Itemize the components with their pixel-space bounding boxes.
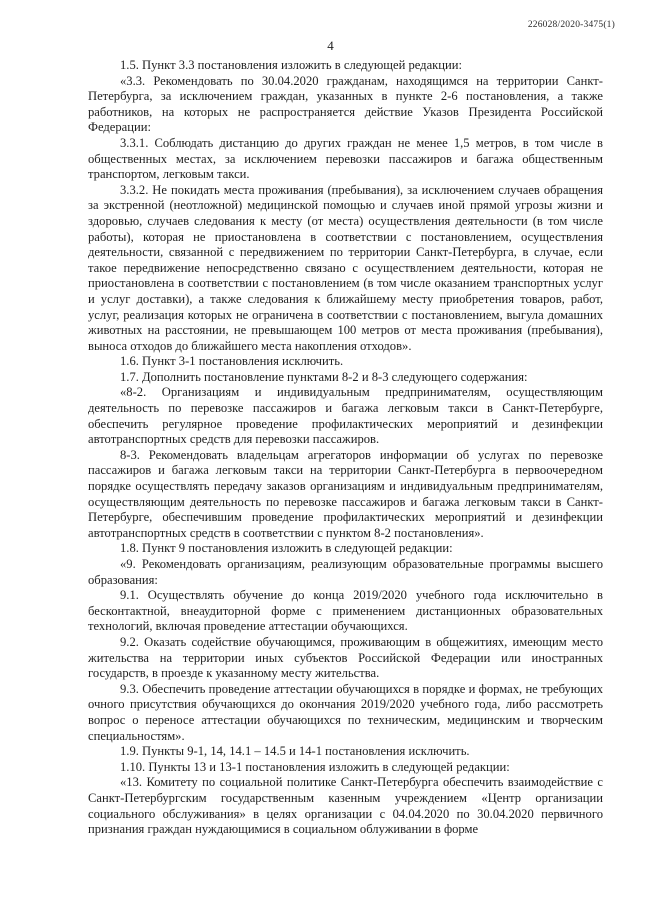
paragraph: 1.9. Пункты 9-1, 14, 14.1 – 14.5 и 14-1 постановления исключить.: [120, 744, 470, 759]
paragraph: 3.3.2. Не покидать места проживания (пребывания), за исключением случаев обращения за экстренной (неотложной) медицинской помощью и случаев иной прямой угрозы жизни и здоровью, случаев следования к месту (от места) осуществления деятельности (в том числе работы), которая не приостановлена в соответствии с постановлением, осуществления деятельности, связанной с передвижением по территории Санкт-Петербурга, в случае, если такое передвижение непосредственно связано с осуществлением деятельности, которая не приостановлена в соответствии с постановлением (в том числе оказанием транспортных услуг и услуг доставки), а также следования к ближайшему месту приобретения товаров, работ, услуг, реализация которых не ограничена в соответствии с постановлением, выгула домашних животных на расстоянии, не превышающем 100 метров от места проживания (пребывания), выноса отходов до ближайшего места накопления отходов».: [88, 182, 603, 353]
paragraph: «3.3. Рекомендовать по 30.04.2020 гражданам, находящимся на территории Санкт-Петербурга, за исключением граждан, указанных в пункте 2-6 постановления, а также работников, на которых не распространяется действие Указов Президента Российской Федерации:: [88, 73, 603, 135]
paragraph: 1.7. Дополнить постановление пунктами 8-2 и 8-3 следующего содержания:: [120, 369, 528, 384]
paragraph: «8-2. Организациям и индивидуальным предпринимателям, осуществляющим деятельность по перевозке пассажиров и багажа легковым такси в Санкт-Петербурге, обеспечить регулярное проведение профилактических мероприятий и дезинфекции автотранспортных средств для перевозки пассажиров.: [88, 385, 603, 447]
document-id: 226028/2020-3475(1): [527, 20, 615, 30]
paragraph: 1.6. Пункт 3-1 постановления исключить.: [120, 354, 344, 369]
document-body: [88, 58, 603, 838]
paragraph: 1.10. Пункты 13 и 13-1 постановления изложить в следующей редакции:: [120, 759, 510, 774]
paragraph: 9.1. Осуществлять обучение до конца 2019/2020 учебного года исключительно в бесконтактной, внеаудиторной форме с применением дистанционных образовательных технологий, включая проведение аттестации обучающихся.: [88, 588, 603, 634]
paragraph: «9. Рекомендовать организациям, реализующим образовательные программы высшего образования:: [88, 557, 603, 587]
paragraph: 9.3. Обеспечить проведение аттестации обучающихся в порядке и формах, не требующих очного присутствия обучающихся до окончания 2019/2020 учебного года, либо рассмотреть вопрос о переносе аттестации обучающихся по техническим, медицинским и творческим специальностям».: [88, 681, 603, 743]
paragraph: «13. Комитету по социальной политике Санкт-Петербурга обеспечить взаимодействие с Санкт-Петербургским государственным казенным учреждением «Центр организации социального обслуживания» в целях организации с 04.04.2020 по 30.04.2020 первичного признания граждан нуждающимися в социальном облуживании в форме: [88, 775, 603, 837]
paragraph: 1.8. Пункт 9 постановления изложить в следующей редакции:: [120, 541, 453, 556]
page-number: 4: [327, 38, 334, 53]
paragraph: 3.3.1. Соблюдать дистанцию до других граждан не менее 1,5 метров, в том числе в общественных местах, за исключением перевозки пассажиров и багажа общественным транспортом, легковым такси.: [88, 135, 603, 182]
paragraph: 9.2. Оказать содействие обучающимся, проживающим в общежитиях, имеющим место жительства на территории иных субъектов Российской Федерации или иностранных государств, в проезде к указанному месту жительства.: [88, 634, 603, 681]
paragraph: 8-3. Рекомендовать владельцам агрегаторов информации об услугах по перевозке пассажиров и багажа легковым такси на территории Санкт-Петербурга в первоочередном порядке осуществлять передачу заказов организациям и индивидуальным предпринимателям, осуществляющим деятельность по перевозке пассажиров и багажа легковым такси в Санкт-Петербурге, обеспечившим проведение профилактических мероприятий и дезинфекции автотранспортных средств в соответствии с пунктом 8-2 постановления».: [88, 447, 603, 540]
paragraph: 1.5. Пункт 3.3 постановления изложить в следующей редакции:: [120, 58, 463, 72]
